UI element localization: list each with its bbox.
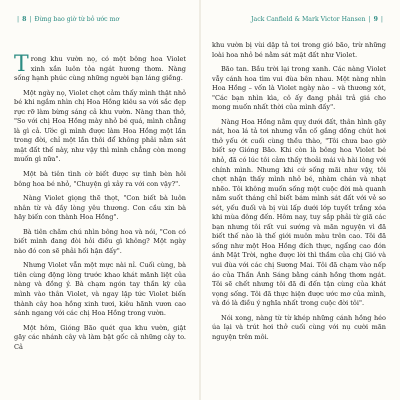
paragraph: Nói xong, nàng từ từ khép những cánh hồng héo úa lại và trút hơi thở cuối cùng với nụ cười mãn nguyện trên môi. [212, 313, 386, 341]
left-running-header [14, 16, 186, 23]
header-rule: | [380, 16, 383, 23]
paragraph: Trong khu vườn nọ, có một bông hoa Violet xinh xắn luôn tỏa ngát hương thơm. Nàng sống hạnh phúc cùng những người bạn láng giềng. [14, 52, 186, 83]
paragraph: Bão tan. Bầu trời lại trong xanh. Các nàng Violet vẫy cánh hoa tìm vui đùa bên nhau. Một nàng nhìn Hoa Hồng – vốn là Violet ngày nào – và thương xót, "Các bạn nhìn kìa, cô ấy đang phải trả giá cho mong muốn nhất thời của mình đấy". [212, 65, 386, 112]
right-body-text [212, 41, 386, 342]
paragraph: Nàng Hoa Hồng nằm quỵ dưới đất, thân hình gãy nát, hoa lá tả tơi nhưng vẫn cố gắng dồng chút hơi thở yếu ớt cuối cùng thều thào, "Tôi chưa bao giờ biết sợ Gióng Bão. Khi còn là bông hoa Violet bé nhỏ, đã có lúc tôi cảm thấy thoải mái và hài lòng với chính mình. Nhưng khi cứ sống mãi như vậy, tôi chợt nhận thấy mình nhỏ bé, nhàm chán và nhạt nhẽo. Tôi không muốn sống một cuộc đời mà quanh năm suốt tháng chỉ biết bám mình sát đất với vẻ so sét, yếu đuối và bị vùi lấp dưới lớp tuyết trắng xóa khi mùa đông đến. Hôm nay, tuy sắp phải từ giã các bạn nhưng tôi rất vui sướng và mãn nguyện vì đã biết thế nào là thế giới muôn màu trên cao. Tôi đã sống như một Hoa Hồng đích thực, ngẩng cao đón ánh Mặt Trời, nghe được lời thì thầm của chị Gió và vui đùa với các chị Sương Mai. Tôi đã chạm vào nếp áo của Thần Ánh Sáng bằng cánh hồng thơm ngát. Tôi sẽ chết nhưng tôi đã đi đến tận cùng của khát vọng sống. Tôi đã thực hiện được ước mơ của mình, và đó là điều ý nghĩa nhất trong cuộc đời tôi". [212, 117, 386, 308]
paragraph: khu vườn bị vùi dập tả tơi trong gió bão, trừ những loài hoa nhỏ bé nằm sát mặt đất như Violet. [212, 41, 386, 59]
right-page [200, 0, 400, 400]
header-rule: | [368, 16, 371, 23]
right-running-header [212, 16, 386, 23]
book-title: Đừng bao giờ từ bỏ ước mơ [34, 16, 120, 23]
paragraph: Một ngày nọ, Violet chợt cảm thấy mình thật nhỏ bé khi ngắm nhìn chị Hoa Hồng kiêu sa với sắc đẹp rực rỡ làm bừng sáng cả khu vườn. Nàng than thở, "So với chị Hoa Hồng mày nhỏ bé quá, mình chẳng là gì cả. Ước gì mình được làm Hoa Hồng một lần trong đời, chỉ một lần thôi để không phải nằm sát mặt đất thế này, như vậy thì mình chẳng còn mong muốn gì nữa". [14, 88, 186, 164]
header-rule: | [29, 16, 32, 23]
left-body-text [14, 52, 186, 352]
right-page-number: 9 [373, 16, 378, 23]
paragraph: Nhưng Violet vẫn một mực nài nỉ. Cuối cùng, bà tiên cùng động lòng trước khao khát mãnh liệt của nàng và đồng ý. Bà chạm ngón tay thần kỳ của mình vào thân Violet, và ngay lập tức Violet biến thành cây hoa hồng xinh tươi, kiêu hãnh vươn cao sánh ngang với các chị Hoa Hồng trong vườn. [14, 261, 186, 318]
paragraph: Một hôm, Gióng Bão quét qua khu vườn, giật gãy các nhánh cây và làm bật gốc cả những cây to. Cả [14, 323, 186, 351]
drop-cap: T [14, 52, 29, 77]
left-page-number: 8 [22, 16, 27, 23]
book-authors: Jack Canfield & Mark Victor Hansen [251, 16, 366, 23]
paragraph: Bà tiên chăm chú nhìn bông hoa và nói, "Con có biết mình đang đòi hỏi điều gì không? Một ngày nào đó con sẽ phải hối hận đấy". [14, 227, 186, 255]
header-rule: | [17, 16, 20, 23]
paragraph: Nàng Violet giọng thẽ thọt, "Con biết bà luôn nhân từ và đầy lòng yêu thương. Con cầu xin bà hãy biến con thành Hoa Hồng". [14, 194, 186, 222]
paragraph: Một bà tiên tình cờ biết được sự tình bèn hỏi bông hoa bé nhỏ, "Chuyện gì xảy ra với con vậy?". [14, 170, 186, 188]
